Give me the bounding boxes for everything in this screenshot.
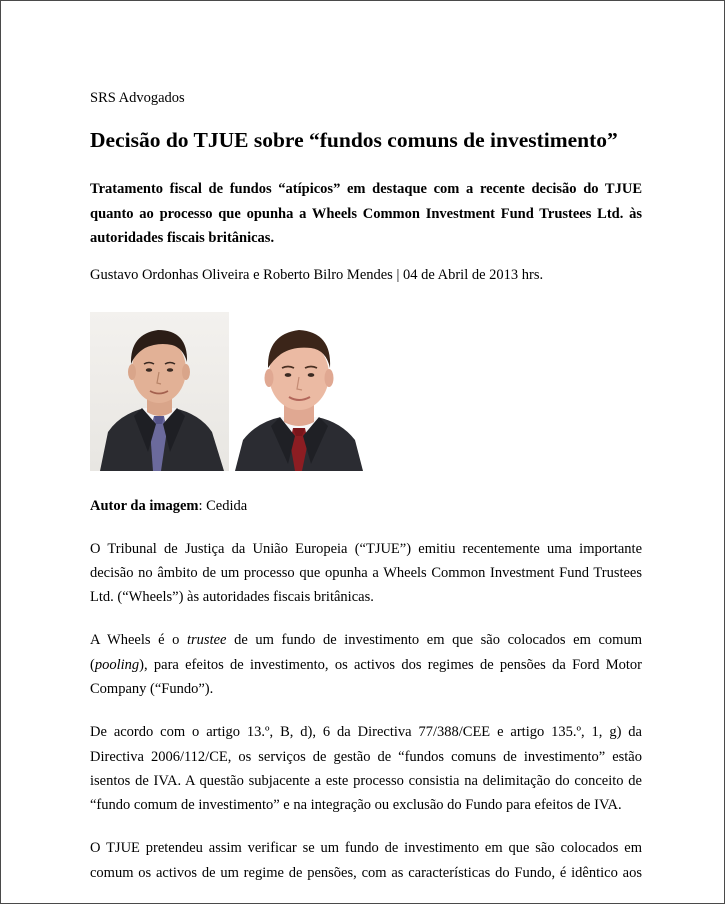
- caption-label: Autor da imagem: [90, 497, 199, 514]
- article-lead: Tratamento fiscal de fundos “atípicos” em destaque com a recente decisão do TJUE quanto ao processo que opunha a Wheels Common Investment Fund Trustees Ltd. às autoridades fiscais britânicas.: [90, 181, 642, 246]
- paragraph-2-part-e: ), para efeitos de investimento, os activos dos regimes de pensões da Ford Motor Company (“Fundo”).: [90, 656, 642, 697]
- paragraph-2-trustee: trustee: [187, 632, 227, 649]
- paragraph-2-part-a: A Wheels é o: [90, 632, 188, 649]
- paragraph-4: O TJUE pretendeu assim verificar se um fundo de investimento em que são colocados em comum os activos de um regime de pensões, com as características do Fundo, é idêntico aos: [90, 840, 642, 881]
- paragraph-1: O Tribunal de Justiça da União Europeia (“TJUE”) emitiu recentemente uma importante decisão no âmbito de um processo que opunha a Wheels Common Investment Fund Trustees Ltd. (“Wheels”) às autoridades fiscais britânicas.: [90, 540, 642, 606]
- image-caption: [90, 495, 642, 517]
- paragraph-2-pooling: pooling: [94, 656, 140, 673]
- paragraph-2: [90, 628, 642, 701]
- publisher-name: SRS Advogados: [90, 90, 185, 106]
- author-photo-1: [90, 312, 229, 471]
- author-photos: [90, 312, 642, 471]
- article-title: Decisão do TJUE sobre “fundos comuns de investimento”: [90, 128, 618, 152]
- article: [90, 87, 642, 904]
- paragraph-3: De acordo com o artigo 13.º, B, d), 6 da Directiva 77/388/CEE e artigo 135.º, 1, g) da Directiva 2006/112/CE, os serviços de gestão de “fundos comuns de investimento” estão isentos de IVA. A questão subjacente a este processo consistia na delimitação do conceito de “fundo comum de investimento” e na integração ou exclusão do Fundo para efeitos de IVA.: [90, 724, 642, 814]
- caption-value: : Cedida: [198, 497, 248, 514]
- paragraph-2-part-c: de um fundo de investimento em que são colocados em comum (: [90, 632, 642, 673]
- article-byline: Gustavo Ordonhas Oliveira e Roberto Bilro Mendes | 04 de Abril de 2013 hrs.: [90, 266, 544, 283]
- author-photo-2: [231, 312, 366, 471]
